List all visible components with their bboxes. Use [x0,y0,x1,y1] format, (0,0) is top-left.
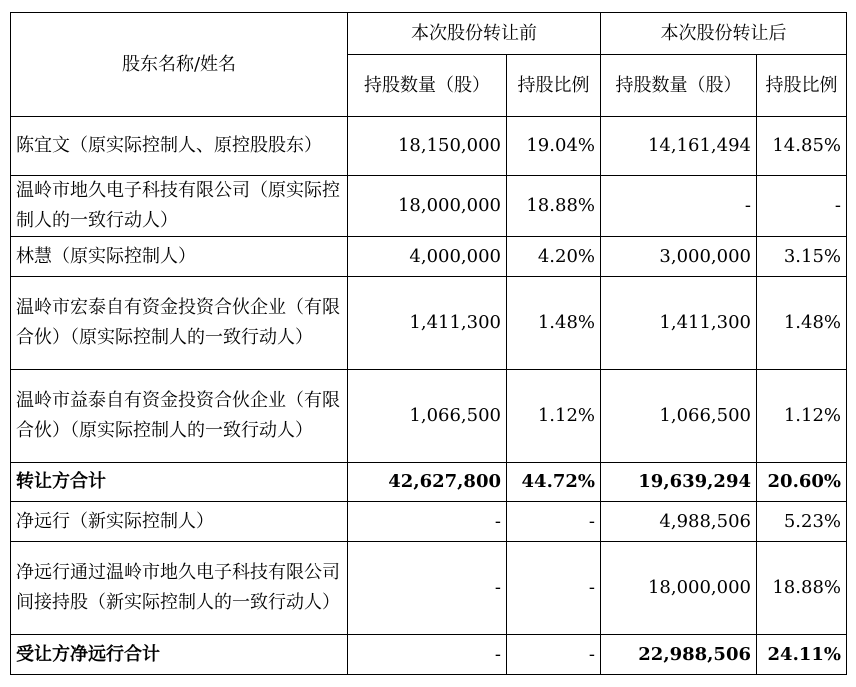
shares-after: 1,411,300 [601,277,757,370]
ratio-before: 18.88% [507,176,601,237]
ratio-before-header: 持股比例 [507,55,601,117]
after-transfer-header: 本次股份转让后 [601,13,847,55]
shares-before: 42,627,800 [348,463,507,502]
ratio-after: 1.48% [757,277,847,370]
shares-after-header: 持股数量（股） [601,55,757,117]
shares-before: 18,000,000 [348,176,507,237]
ratio-after: - [757,176,847,237]
transferee-total-row [11,635,847,675]
shares-before: - [348,502,507,542]
shares-before: 4,000,000 [348,237,507,277]
shares-after: 14,161,494 [601,117,757,176]
shares-before-header: 持股数量（股） [348,55,507,117]
shareholding-table [10,12,847,675]
ratio-after: 20.60% [757,463,847,502]
before-transfer-header: 本次股份转让前 [348,13,601,55]
table-row [11,542,847,635]
table-row [11,176,847,237]
ratio-before: 19.04% [507,117,601,176]
ratio-after: 14.85% [757,117,847,176]
ratio-after: 24.11% [757,635,847,675]
shares-after: - [601,176,757,237]
holder-column-header: 股东名称/姓名 [11,13,348,117]
shares-after: 18,000,000 [601,542,757,635]
shares-after: 3,000,000 [601,237,757,277]
table-row [11,277,847,370]
transferor-total-row [11,463,847,502]
shares-before: 1,411,300 [348,277,507,370]
header-row-groups [11,13,847,55]
holder-name: 林慧（原实际控制人） [11,237,348,277]
ratio-after-header: 持股比例 [757,55,847,117]
holder-name: 温岭市益泰自有资金投资合伙企业（有限合伙）（原实际控制人的一致行动人） [11,370,348,463]
ratio-before: - [507,502,601,542]
ratio-before: - [507,542,601,635]
holder-name: 温岭市地久电子科技有限公司（原实际控制人的一致行动人） [11,176,348,237]
shares-after: 1,066,500 [601,370,757,463]
shares-before: - [348,542,507,635]
ratio-after: 3.15% [757,237,847,277]
shares-after: 22,988,506 [601,635,757,675]
table-row [11,237,847,277]
ratio-before: 1.48% [507,277,601,370]
holder-name: 陈宜文（原实际控制人、原控股股东） [11,117,348,176]
table-row [11,502,847,542]
shares-before: 18,150,000 [348,117,507,176]
ratio-before: 1.12% [507,370,601,463]
shares-after: 4,988,506 [601,502,757,542]
holder-name: 温岭市宏泰自有资金投资合伙企业（有限合伙）（原实际控制人的一致行动人） [11,277,348,370]
ratio-before: 44.72% [507,463,601,502]
holder-name: 净远行（新实际控制人） [11,502,348,542]
ratio-before: 4.20% [507,237,601,277]
ratio-before: - [507,635,601,675]
table-row [11,370,847,463]
shares-before: - [348,635,507,675]
holder-name: 转让方合计 [11,463,348,502]
ratio-after: 18.88% [757,542,847,635]
shares-before: 1,066,500 [348,370,507,463]
ratio-after: 5.23% [757,502,847,542]
shares-after: 19,639,294 [601,463,757,502]
table-row [11,117,847,176]
ratio-after: 1.12% [757,370,847,463]
holder-name: 净远行通过温岭市地久电子科技有限公司间接持股（新实际控制人的一致行动人） [11,542,348,635]
holder-name: 受让方净远行合计 [11,635,348,675]
